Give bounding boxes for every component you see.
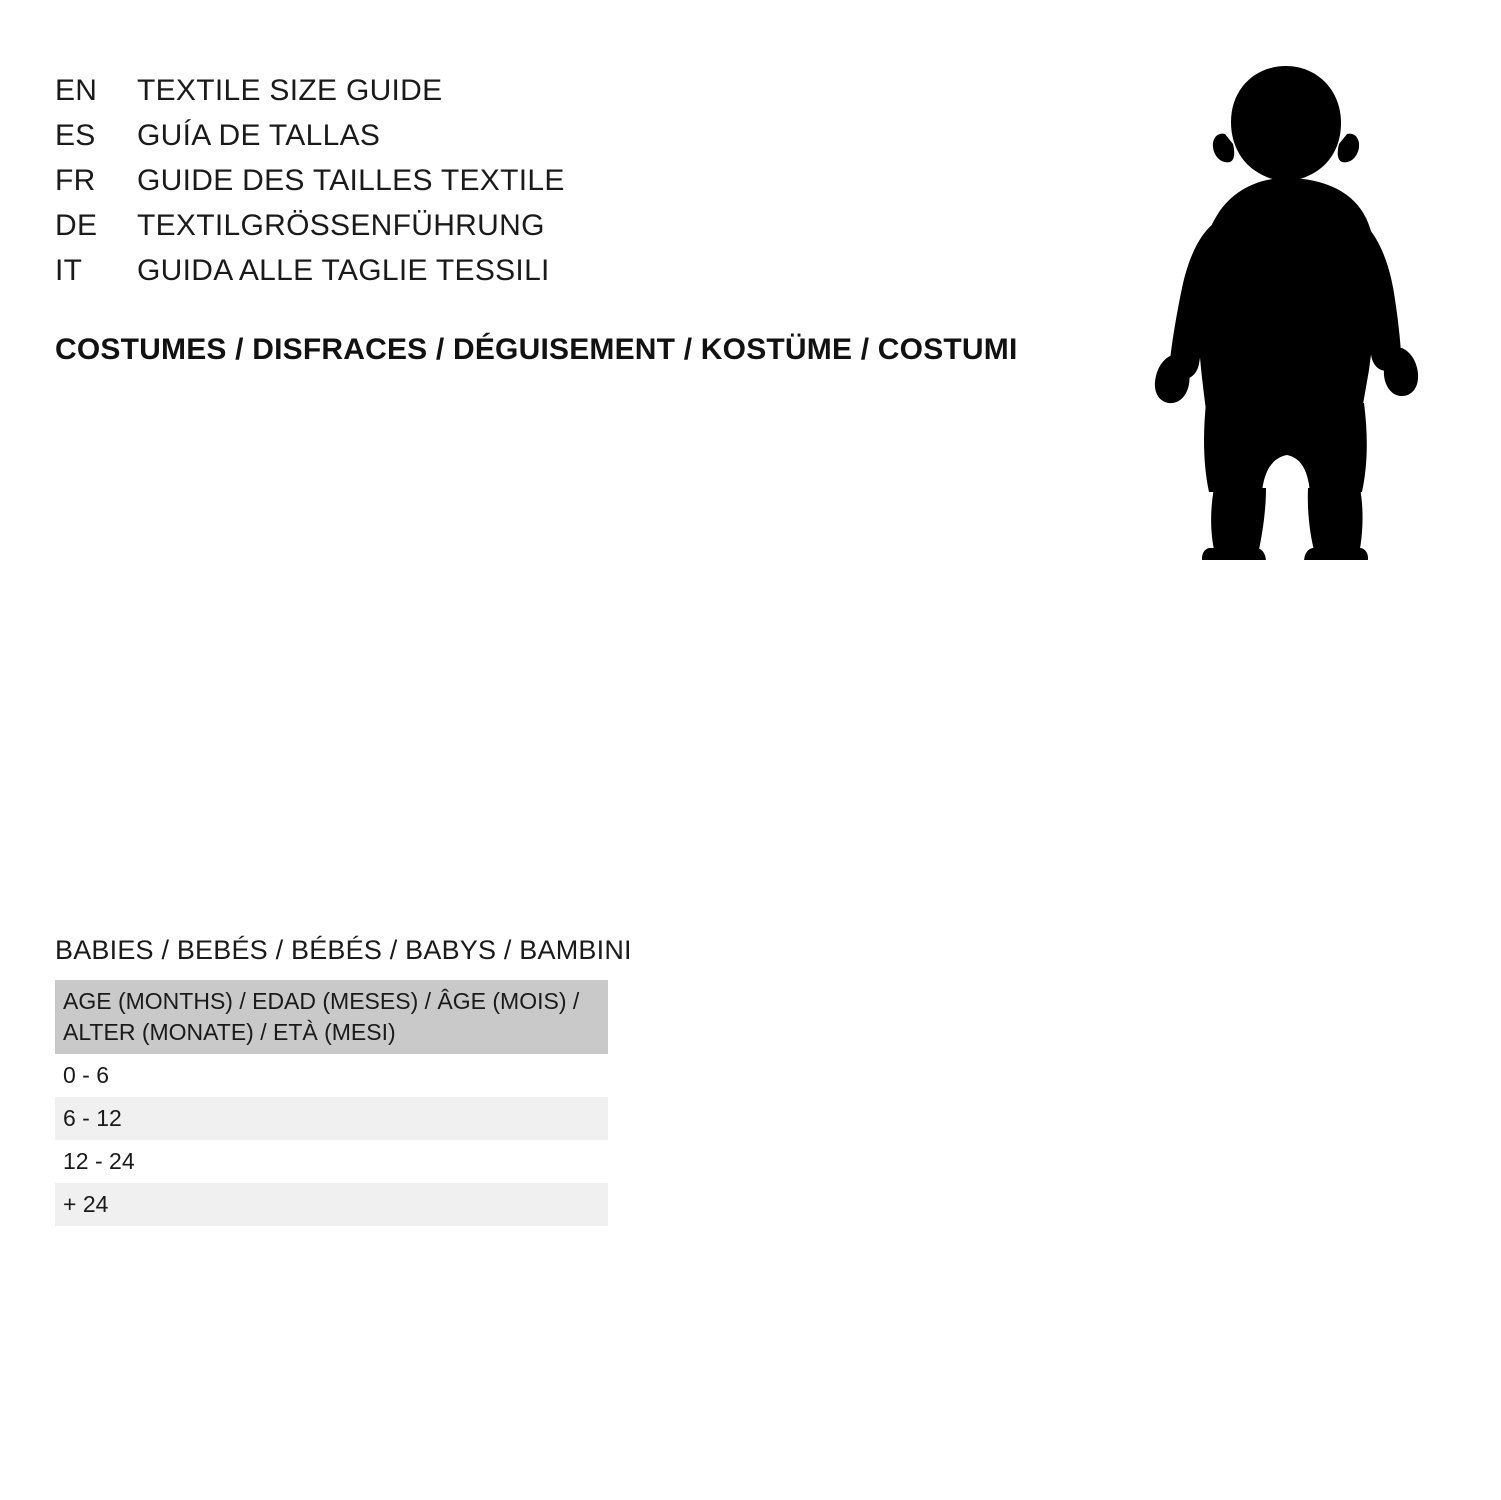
- language-text-es: GUÍA DE TALLAS: [137, 119, 381, 152]
- table-header-row: [55, 980, 608, 1054]
- table-row: [55, 1183, 608, 1226]
- language-row-es: [55, 119, 1035, 164]
- language-code-en: EN: [55, 74, 98, 107]
- language-code-it: IT: [55, 254, 83, 287]
- language-text-en: TEXTILE SIZE GUIDE: [137, 74, 443, 107]
- language-row-it: [55, 254, 1035, 299]
- size-table: [55, 980, 608, 1226]
- language-text-de: TEXTILGRÖSSENFÜHRUNG: [137, 209, 545, 242]
- table-cell-age: 12 - 24: [55, 1140, 608, 1183]
- table-cell-age: 6 - 12: [55, 1097, 608, 1140]
- language-row-fr: [55, 164, 1035, 209]
- category-title: COSTUMES / DISFRACES / DÉGUISEMENT / KOSTÜME / COSTUMI: [55, 333, 1018, 366]
- language-code-es: ES: [55, 119, 96, 152]
- size-table-section: [55, 935, 675, 1226]
- table-row: [55, 1054, 608, 1097]
- language-code-fr: FR: [55, 164, 96, 197]
- table-row: [55, 1097, 608, 1140]
- language-text-it: GUIDA ALLE TAGLIE TESSILI: [137, 254, 550, 287]
- table-cell-age: 0 - 6: [55, 1054, 608, 1097]
- language-row-en: [55, 74, 1035, 119]
- size-table-title: BABIES / BEBÉS / BÉBÉS / BABYS / BAMBINI: [55, 935, 632, 965]
- toddler-silhouette-icon: [1110, 60, 1440, 560]
- table-header-age: AGE (MONTHS) / EDAD (MESES) / ÂGE (MOIS) / ALTER (MONATE) / ETÀ (MESI): [55, 980, 608, 1054]
- language-code-de: DE: [55, 209, 98, 242]
- language-heading-block: [55, 74, 1035, 299]
- table-row: [55, 1140, 608, 1183]
- table-cell-age: + 24: [55, 1183, 608, 1226]
- language-text-fr: GUIDE DES TAILLES TEXTILE: [137, 164, 565, 197]
- language-row-de: [55, 209, 1035, 254]
